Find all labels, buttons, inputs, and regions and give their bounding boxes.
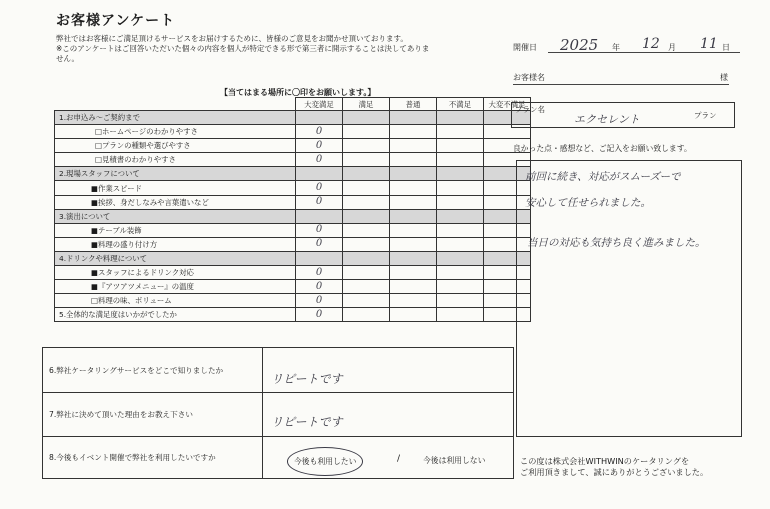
answer-text: リピートです — [271, 415, 343, 429]
question-row — [43, 393, 514, 437]
rating-cell[interactable] — [437, 195, 484, 209]
rating-cell[interactable] — [343, 223, 390, 237]
thank-you-note: この度は株式会社WITHWINのケータリングを ご利用頂きまして、誠にありがとうございました。 — [520, 456, 709, 477]
answer-field[interactable] — [263, 348, 514, 393]
plan-name-label: プラン名 — [515, 105, 545, 114]
rating-cell[interactable] — [296, 308, 343, 322]
section-label: 1.お申込み～ご契約まで — [55, 111, 296, 125]
table-row — [55, 195, 531, 209]
year-unit: 年 — [612, 43, 620, 52]
rating-cell[interactable] — [390, 223, 437, 237]
question-row — [43, 437, 514, 479]
table-row — [55, 125, 531, 139]
month-value[interactable]: 12 — [642, 36, 660, 52]
table-row — [55, 153, 531, 167]
item-label: □料理の味、ボリューム — [55, 294, 296, 308]
table-header-row — [55, 98, 531, 111]
day-value[interactable]: 11 — [700, 36, 718, 52]
item-label: □プランの種類や選びやすさ — [55, 139, 296, 153]
customer-name-field[interactable] — [513, 84, 729, 85]
feedback-line: 前回に続き、対応がスムーズーで — [525, 171, 681, 183]
satisfaction-table — [54, 97, 531, 322]
rating-cell[interactable] — [437, 139, 484, 153]
date-label: 開催日 — [513, 43, 537, 52]
feedback-line: 当日の対応も気持ち良く進みました。 — [527, 237, 706, 249]
circle-mark: 0 — [315, 125, 323, 137]
rating-cell[interactable] — [390, 139, 437, 153]
rating-cell[interactable] — [296, 294, 343, 308]
circle-mark: 0 — [315, 308, 323, 320]
instruction-note: 【当てはまる場所に〇印をお願いします。】 — [220, 88, 376, 97]
item-label: □見積書のわかりやすさ — [55, 153, 296, 167]
table-row — [55, 294, 531, 308]
day-unit: 日 — [722, 43, 730, 52]
table-row — [55, 167, 531, 181]
circle-mark: 0 — [315, 196, 323, 208]
item-label: ■スタッフによるドリンク対応 — [55, 266, 296, 280]
item-label: □ホームページのわかりやすさ — [55, 125, 296, 139]
rating-cell[interactable] — [390, 181, 437, 195]
circle-mark: 0 — [315, 238, 323, 250]
rating-cell[interactable] — [296, 223, 343, 237]
question-row — [43, 348, 514, 393]
table-row — [55, 266, 531, 280]
answer-field[interactable] — [263, 393, 514, 437]
circle-mark: 0 — [315, 224, 323, 236]
rating-cell[interactable] — [343, 181, 390, 195]
circle-mark: 0 — [315, 139, 323, 151]
circle-mark: 0 — [315, 294, 323, 306]
customer-name-label: お客様名 — [513, 73, 545, 82]
customer-name-suffix: 様 — [720, 73, 728, 82]
plan-name-box[interactable] — [511, 102, 735, 128]
question-label: 8.今後もイベント開催で弊社を利用したいですか — [43, 437, 263, 479]
item-label: ■作業スピード — [55, 181, 296, 195]
feedback-line: 安心して任せられました。 — [525, 197, 651, 209]
rating-cell[interactable] — [390, 308, 437, 322]
year-value[interactable]: 2025 — [560, 36, 599, 54]
option-separator: / — [397, 454, 401, 464]
rating-cell[interactable] — [437, 266, 484, 280]
rating-cell[interactable] — [390, 280, 437, 294]
table-row — [55, 237, 531, 251]
rating-cell[interactable] — [437, 308, 484, 322]
rating-cell[interactable] — [437, 153, 484, 167]
rating-cell[interactable] — [437, 223, 484, 237]
rating-cell[interactable] — [437, 294, 484, 308]
rating-cell[interactable] — [437, 280, 484, 294]
rating-cell[interactable] — [296, 181, 343, 195]
header-blank — [55, 98, 296, 111]
table-row — [55, 209, 531, 223]
table-row — [55, 223, 531, 237]
circle-mark: 0 — [315, 280, 323, 292]
rating-cell[interactable] — [343, 125, 390, 139]
plan-suffix: プラン — [694, 111, 717, 120]
rating-cell[interactable] — [343, 294, 390, 308]
rating-cell[interactable] — [437, 125, 484, 139]
table-row — [55, 280, 531, 294]
rating-cell[interactable] — [296, 237, 343, 251]
scale-satisfied: 満足 — [343, 98, 390, 111]
circle-mark: 0 — [315, 153, 323, 165]
rating-cell[interactable] — [296, 266, 343, 280]
rating-cell[interactable] — [343, 153, 390, 167]
answer-text: リピートです — [271, 372, 343, 386]
rating-cell[interactable] — [390, 266, 437, 280]
item-label: ■挨拶、身だしなみや言葉遣いなど — [55, 195, 296, 209]
rating-cell[interactable] — [343, 266, 390, 280]
option-no-use[interactable]: 今後は利用しない — [423, 456, 486, 465]
rating-cell[interactable] — [343, 139, 390, 153]
table-row — [55, 251, 531, 265]
section-label: 2.現場スタッフについて — [55, 167, 296, 181]
page-title: お客様アンケート — [56, 13, 176, 29]
rating-cell[interactable] — [296, 280, 343, 294]
table-row — [55, 139, 531, 153]
rating-cell[interactable] — [343, 280, 390, 294]
circle-mark: 0 — [315, 266, 323, 278]
rating-cell[interactable] — [390, 195, 437, 209]
rating-cell[interactable] — [343, 237, 390, 251]
rating-cell[interactable] — [390, 237, 437, 251]
section-label: 4.ドリンクや料理について — [55, 251, 296, 265]
question-label: 6.弊社ケータリングサービスをどこで知りましたか — [43, 348, 263, 393]
scale-very-dissatisfied: 大変不満足 — [484, 98, 531, 111]
item-label: ■『アツアツメニュー』の温度 — [55, 280, 296, 294]
rating-cell[interactable] — [437, 237, 484, 251]
question-table — [42, 347, 514, 479]
rating-cell[interactable] — [296, 195, 343, 209]
rating-cell[interactable] — [437, 181, 484, 195]
rating-cell[interactable] — [390, 153, 437, 167]
intro-text: 弊社ではお客様にご満足頂けるサービスをお届けするために、皆様のご意見をお聞かせ頂いております。 ※このアンケートはご回答いただいた個々の内容を個人が特定できる形で第三者に開示することは決してありま せん。 — [56, 34, 430, 63]
option-continue-use[interactable]: 今後も利用したい — [287, 447, 363, 476]
scale-dissatisfied: 不満足 — [437, 98, 484, 111]
rating-cell[interactable] — [343, 195, 390, 209]
section-label: 3.演出について — [55, 209, 296, 223]
item-label: ■料理の盛り付け方 — [55, 237, 296, 251]
choice-field — [263, 437, 514, 479]
month-unit: 月 — [668, 43, 676, 52]
scale-neutral: 普通 — [390, 98, 437, 111]
table-row — [55, 308, 531, 322]
overall-label: 5.全体的な満足度はいかがでしたか — [55, 308, 296, 322]
plan-name-value: エクセレント — [574, 113, 640, 126]
scale-very-satisfied: 大変満足 — [296, 98, 343, 111]
feedback-label: 良かった点・感想など、ご記入をお願い致します。 — [513, 144, 692, 153]
table-row — [55, 181, 531, 195]
table-row — [55, 111, 531, 125]
rating-cell[interactable] — [390, 125, 437, 139]
rating-cell[interactable] — [296, 153, 343, 167]
feedback-textarea[interactable] — [516, 160, 742, 437]
rating-cell[interactable] — [343, 308, 390, 322]
item-label: ■テーブル装飾 — [55, 223, 296, 237]
rating-cell[interactable] — [296, 125, 343, 139]
circle-mark: 0 — [315, 182, 323, 194]
question-label: 7.弊社に決めて頂いた理由をお教え下さい — [43, 393, 263, 437]
rating-cell[interactable] — [390, 294, 437, 308]
rating-cell[interactable] — [296, 139, 343, 153]
